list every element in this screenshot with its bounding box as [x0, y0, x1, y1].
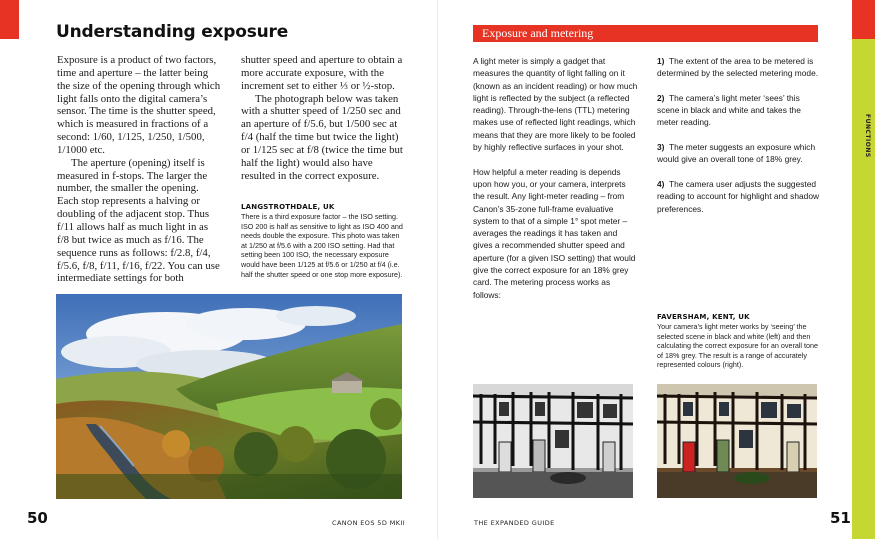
paragraph: shutter speed and aperture to obtain a more accurate exposure, with the increment set to either ⅓ or ½-stop. — [241, 54, 403, 92]
metering-step — [657, 178, 822, 215]
paragraph: The photograph below was taken with a shutter speed of 1/250 sec and an aperture of f/5.6, but 1/500 sec at f/4 (half the time but twice the light) or 1/125 sec at f/8 (twice the time but half the light) would also have resulted in the correct exposure. — [241, 92, 403, 182]
caption-text-langstrothdale: There is a third exposure factor – the ISO setting. ISO 200 is half as sensitive to light as ISO 400 and needs double the exposure. This photo was taken at 1/250 at f/5.6 with a 200 ISO setting. Had that setting been 100 ISO, the necessary exposure would have been 1/125 at f/5.6 or 1/250 at f/4 (i.e. half the shutter speed or one stop more exposure). — [241, 212, 403, 279]
step-number: 3) — [657, 142, 665, 153]
step-text: The extent of the area to be metered is determined by the selected metering mode. — [657, 56, 819, 79]
paragraph: Exposure is a product of two factors, time and aperture – the latter being the size of the opening through which light falls onto the digital camera’s sensor. The time is the shutter speed, which is measured in fractions of a second: 1/60, 1/125, 1/250, 1/500, 1/1000 etc. — [57, 54, 221, 156]
metering-step — [657, 141, 822, 166]
body-column-2 — [241, 54, 403, 182]
running-footer-left: CANON EOS 5D MKII — [332, 519, 406, 527]
metering-step — [657, 55, 822, 80]
left-page-color-tab — [0, 0, 19, 39]
step-text: The meter suggests an exposure which would give an overall tone of 18% grey. — [657, 142, 816, 165]
step-number: 1) — [657, 56, 665, 66]
caption-title-faversham: FAVERSHAM, KENT, UK — [657, 313, 750, 321]
street-photo-black-and-white — [473, 384, 633, 498]
paragraph: How helpful a meter reading is depends upon how you, or your camera, interprets the result. Any light-meter reading – from Canon’s 35-zone full-frame evaluative system to that of a simple 1° spot meter – averages the readings it has taken and gives a recommended shutter speed and aperture (for a given ISO setting) that would give the correct exposure for an 18% grey card. The metering process works as follows: — [473, 166, 636, 300]
caption-text-faversham: Your camera’s light meter works by ‘seeing’ the selected scene in black and white (left) and then calculating the correct exposure for an overall tone of 18% grey. The result is a range of accurately represented colours (right). — [657, 322, 819, 370]
section-header-bar — [473, 25, 818, 42]
right-page-color-tab — [852, 0, 875, 39]
step-number: 2) — [657, 92, 665, 103]
step-text: The camera user adjusts the suggested reading to account for highlight and shadow preferences. — [657, 178, 820, 214]
page-number-left: 50 — [27, 509, 48, 527]
landscape-photo — [56, 294, 402, 499]
body-column-1 — [57, 54, 222, 285]
bw-street-illustration — [473, 384, 633, 498]
step-number: 4) — [657, 178, 665, 189]
paragraph: The aperture (opening) itself is measured in f-stops. The larger the number, the smaller the opening. Each stop represents a halving or doubling of the adjacent stop. Thus f/11 allows half as much light in as f/8 but twice as much as f/16. The sequence runs as follows: f/2.8, f/4, f/5.6, f/8, f/11, f/16, f/22. You can use intermediate settings for both — [57, 156, 220, 285]
section-header-title: Exposure and metering — [482, 26, 594, 40]
street-photo-colour — [657, 384, 817, 498]
page-number-right: 51 — [830, 509, 851, 527]
chapter-side-label: FUNCTIONS — [864, 114, 871, 158]
page-spine — [437, 0, 438, 539]
metering-step — [657, 92, 822, 129]
step-text: The camera’s light meter ‘sees’ this scene in black and white and takes the meter reading. — [657, 92, 801, 128]
landscape-photo-illustration — [56, 294, 402, 499]
caption-title-langstrothdale: LANGSTROTHDALE, UK — [241, 203, 335, 211]
running-footer-right: THE EXPANDED GUIDE — [474, 519, 555, 527]
page-title: Understanding exposure — [56, 22, 289, 42]
colour-street-illustration — [657, 384, 817, 498]
metering-steps — [657, 55, 822, 227]
body-column-3 — [473, 55, 638, 313]
paragraph: A light meter is simply a gadget that measures the quantity of light falling on it (known as an incident reading) or how much light is reflected by the subject (a reflected reading). Through-the-lens (TTL) metering makes use of reflected light readings, which means that they are more likely to be fooled by highly reflective surfaces in your shot. — [473, 56, 638, 153]
